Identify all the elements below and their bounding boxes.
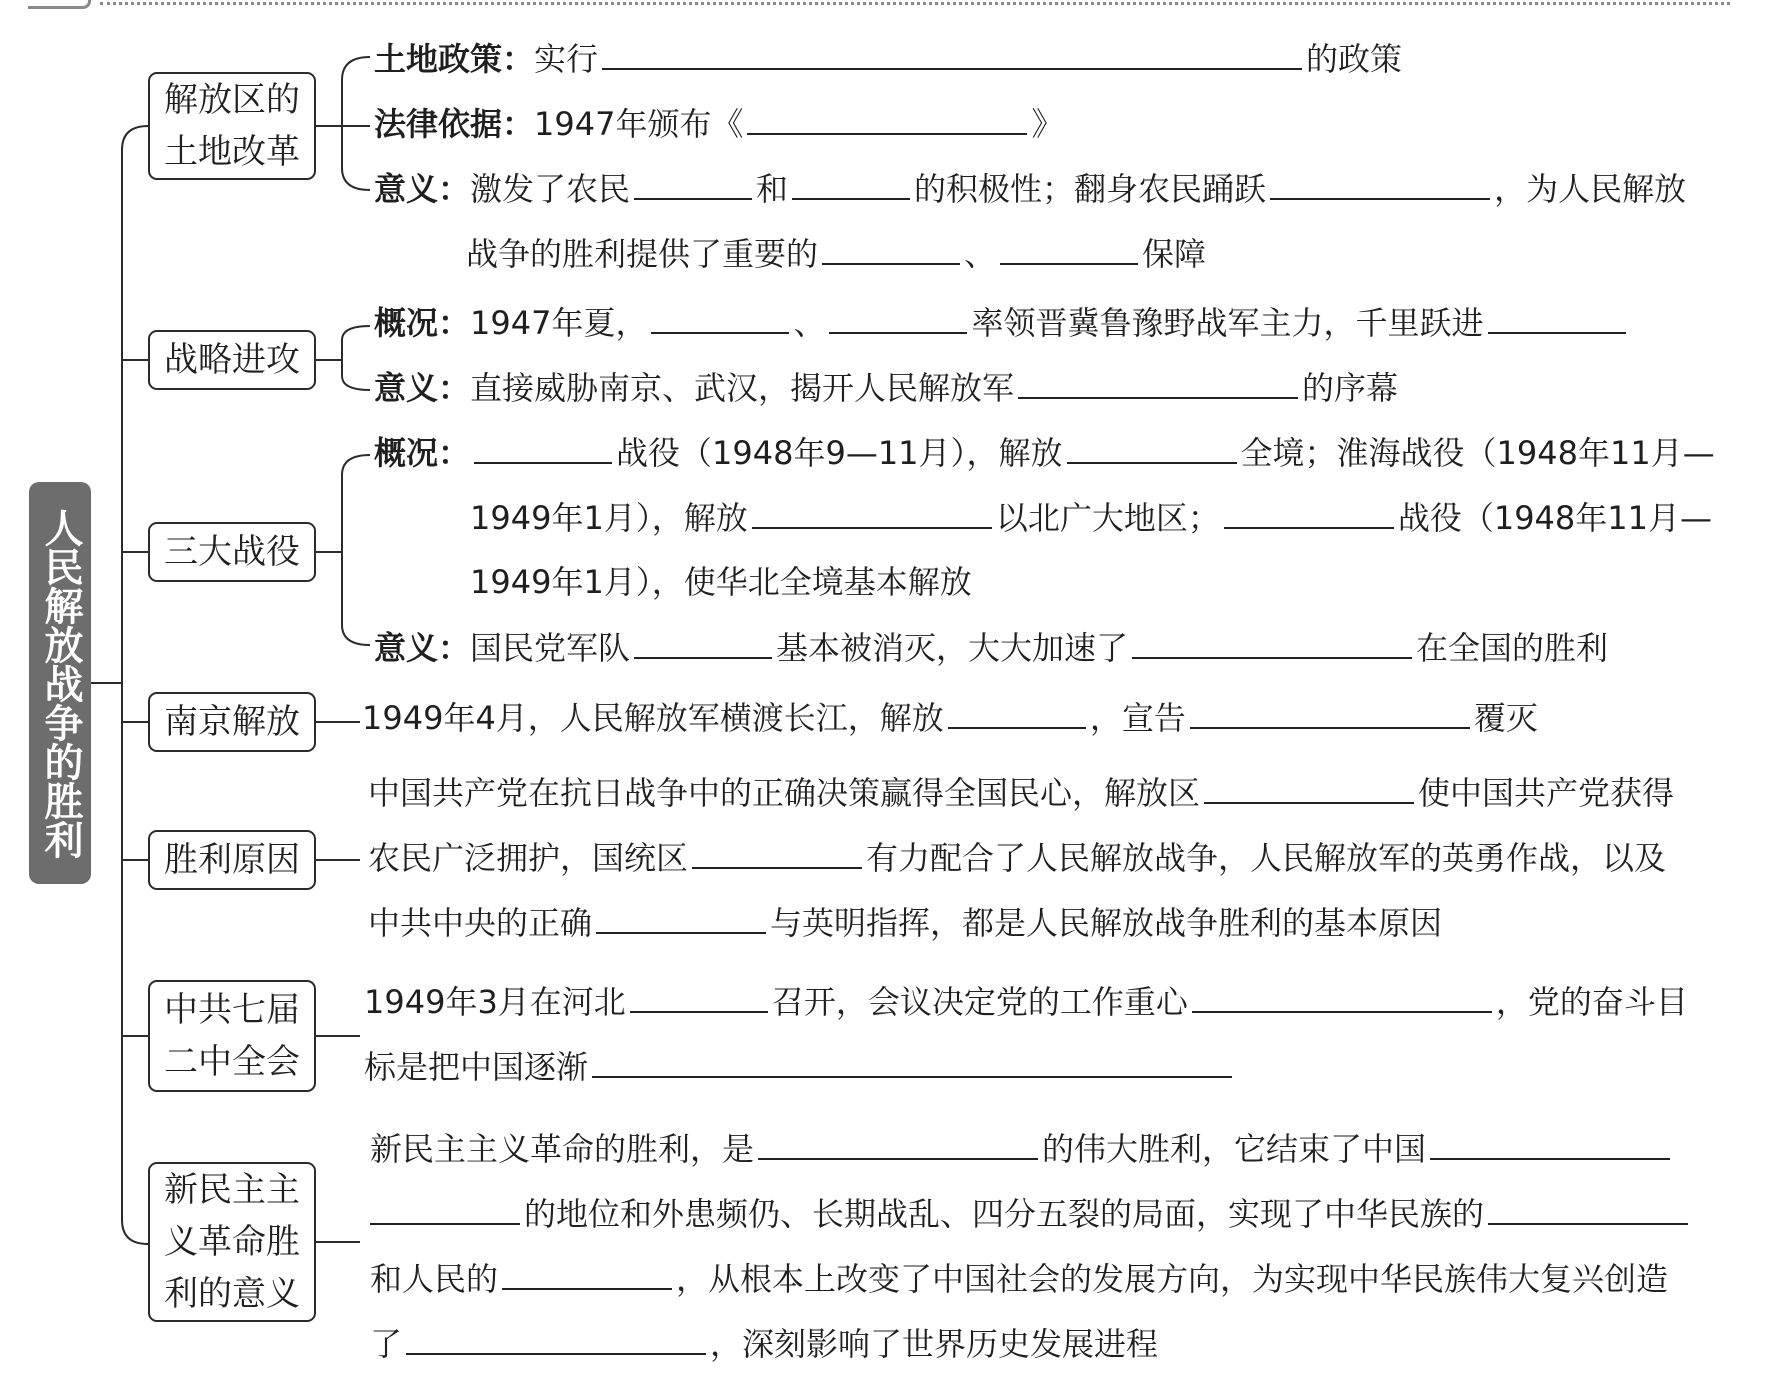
blank[interactable] — [792, 168, 910, 200]
text-line — [470, 562, 972, 602]
text-fragment: 激发了农民 — [470, 170, 631, 208]
text-line — [374, 627, 1608, 668]
text-fragment: 1949年1月），使华北全境基本解放 — [470, 563, 972, 601]
blank[interactable] — [758, 1128, 1038, 1160]
text-fragment: 和 — [756, 170, 789, 208]
node-three-campaigns-label: 三大战役 — [164, 532, 300, 572]
text-line — [368, 772, 1674, 813]
text-fragment: 、 — [793, 304, 826, 342]
text-fragment: 召开，会议决定党的工作重心 — [771, 983, 1188, 1021]
blank[interactable] — [1270, 168, 1490, 200]
blank[interactable] — [1132, 627, 1412, 659]
text-line — [370, 1258, 1668, 1299]
blank[interactable] — [692, 837, 862, 869]
node-nanjing-liberation-label: 南京解放 — [164, 702, 300, 742]
text-fragment: 实行 — [534, 40, 599, 78]
text-line — [374, 103, 1063, 144]
text-fragment: 战役（1948年9—11月），解放 — [616, 434, 1063, 472]
node-land-reform — [148, 72, 316, 180]
blank[interactable] — [651, 302, 789, 334]
text-line — [374, 432, 1715, 473]
text-fragment: 1947年夏， — [470, 304, 648, 342]
blank[interactable] — [502, 1258, 672, 1290]
text-fragment: ，党的奋斗目 — [1495, 983, 1688, 1021]
label-overview: 概况： — [374, 434, 471, 472]
text-line — [370, 1193, 1692, 1234]
label-significance: 意义： — [374, 170, 471, 208]
node-strategic-offensive — [148, 330, 316, 390]
node-revolution-significance — [148, 1162, 316, 1322]
blank[interactable] — [747, 103, 1027, 135]
label-significance: 意义： — [374, 369, 471, 407]
text-fragment: 在全国的胜利 — [1416, 629, 1609, 667]
node-victory-reasons — [148, 830, 316, 890]
text-fragment: 国民党军队 — [470, 629, 631, 667]
text-line — [374, 367, 1398, 408]
text-fragment: 标是把中国逐渐 — [364, 1048, 589, 1086]
text-fragment: 1947年颁布《 — [534, 105, 744, 143]
text-fragment: 了 — [370, 1325, 403, 1363]
blank[interactable] — [634, 627, 772, 659]
text-fragment: 1949年4月，人民解放军横渡长江，解放 — [362, 699, 944, 737]
text-fragment: ，为人民解放 — [1494, 170, 1687, 208]
text-fragment: 战役（1948年11月— — [1397, 499, 1712, 537]
node-victory-reasons-label: 胜利原因 — [164, 840, 300, 880]
text-fragment: ，宣告 — [1089, 699, 1186, 737]
node-revolution-significance-label: 新民主主义革命胜利的意义 — [164, 1170, 300, 1314]
blank[interactable] — [752, 497, 992, 529]
blank[interactable] — [1204, 772, 1414, 804]
blank[interactable] — [406, 1323, 706, 1355]
text-line — [364, 1046, 1236, 1087]
text-fragment: 的地位和外患频仍、长期战乱、四分五裂的局面，实现了中华民族的 — [524, 1195, 1485, 1233]
text-fragment: 、 — [964, 235, 997, 273]
label-land-policy: 土地政策： — [374, 40, 535, 78]
text-fragment: 保障 — [1142, 235, 1207, 273]
text-line — [362, 697, 1538, 738]
text-fragment: 和人民的 — [370, 1260, 499, 1298]
node-second-plenary-label: 中共七届二中全会 — [164, 990, 300, 1082]
node-strategic-offensive-label: 战略进攻 — [164, 340, 300, 380]
text-fragment: 率领晋冀鲁豫野战军主力，千里跃进 — [971, 304, 1484, 342]
text-fragment: 的积极性；翻身农民踊跃 — [914, 170, 1267, 208]
text-line — [374, 302, 1630, 343]
text-fragment: 新民主主义革命的胜利，是 — [370, 1130, 755, 1168]
blank[interactable] — [1067, 432, 1237, 464]
text-fragment: 中国共产党在抗日战争中的正确决策赢得全国民心，解放区 — [368, 774, 1201, 812]
text-fragment: 1949年3月在河北 — [364, 983, 626, 1021]
text-fragment: 有力配合了人民解放战争，人民解放军的英勇作战，以及 — [866, 839, 1667, 877]
text-fragment: 覆灭 — [1473, 699, 1538, 737]
text-fragment: 基本被消灭，大大加速了 — [776, 629, 1129, 667]
blank[interactable] — [1430, 1128, 1670, 1160]
text-fragment: 中共中央的正确 — [368, 904, 593, 942]
label-significance: 意义： — [374, 629, 471, 667]
text-line — [470, 497, 1712, 538]
root-topic-label: 人民解放战争的胜利 — [38, 507, 83, 859]
blank[interactable] — [596, 902, 766, 934]
text-fragment: 全境；淮海战役（1948年11月— — [1240, 434, 1715, 472]
text-fragment: 使中国共产党获得 — [1418, 774, 1675, 812]
text-fragment: 的伟大胜利，它结束了中国 — [1042, 1130, 1427, 1168]
text-fragment: 的政策 — [1306, 40, 1403, 78]
node-second-plenary — [148, 980, 316, 1092]
blank[interactable] — [1224, 497, 1394, 529]
blank[interactable] — [602, 38, 1302, 70]
blank[interactable] — [634, 168, 752, 200]
text-fragment: ，深刻影响了世界历史发展进程 — [710, 1325, 1159, 1363]
blank[interactable] — [1488, 1193, 1688, 1225]
text-fragment: 的序幕 — [1302, 369, 1399, 407]
blank[interactable] — [1190, 697, 1470, 729]
blank[interactable] — [822, 233, 960, 265]
text-fragment: 战争的胜利提供了重要的 — [466, 235, 819, 273]
node-land-reform-label: 解放区的土地改革 — [164, 80, 300, 172]
text-line — [368, 837, 1666, 878]
blank[interactable] — [1000, 233, 1138, 265]
text-fragment: 以北广大地区； — [995, 499, 1220, 537]
blank[interactable] — [630, 981, 768, 1013]
text-fragment: 1949年1月），解放 — [470, 499, 748, 537]
text-line — [370, 1128, 1674, 1169]
blank[interactable] — [370, 1193, 520, 1225]
text-fragment: 与英明指挥，都是人民解放战争胜利的基本原因 — [770, 904, 1443, 942]
text-fragment: ，从根本上改变了中国社会的发展方向，为实现中华民族伟大复兴创造 — [676, 1260, 1669, 1298]
blank[interactable] — [948, 697, 1086, 729]
text-line — [374, 168, 1686, 209]
text-line — [374, 38, 1402, 79]
blank[interactable] — [829, 302, 967, 334]
node-nanjing-liberation — [148, 692, 316, 752]
node-three-campaigns — [148, 522, 316, 582]
text-line — [364, 981, 1688, 1022]
text-fragment: 》 — [1031, 105, 1064, 143]
blank[interactable] — [592, 1046, 1232, 1078]
text-line — [368, 902, 1442, 943]
blank[interactable] — [1192, 981, 1492, 1013]
text-fragment: 直接威胁南京、武汉，揭开人民解放军 — [470, 369, 1015, 407]
blank[interactable] — [1488, 302, 1626, 334]
blank[interactable] — [1018, 367, 1298, 399]
text-fragment: 农民广泛拥护，国统区 — [368, 839, 689, 877]
label-overview: 概况： — [374, 304, 471, 342]
blank[interactable] — [474, 432, 612, 464]
text-line — [466, 233, 1206, 274]
label-legal-basis: 法律依据： — [374, 105, 535, 143]
text-line — [370, 1323, 1158, 1364]
